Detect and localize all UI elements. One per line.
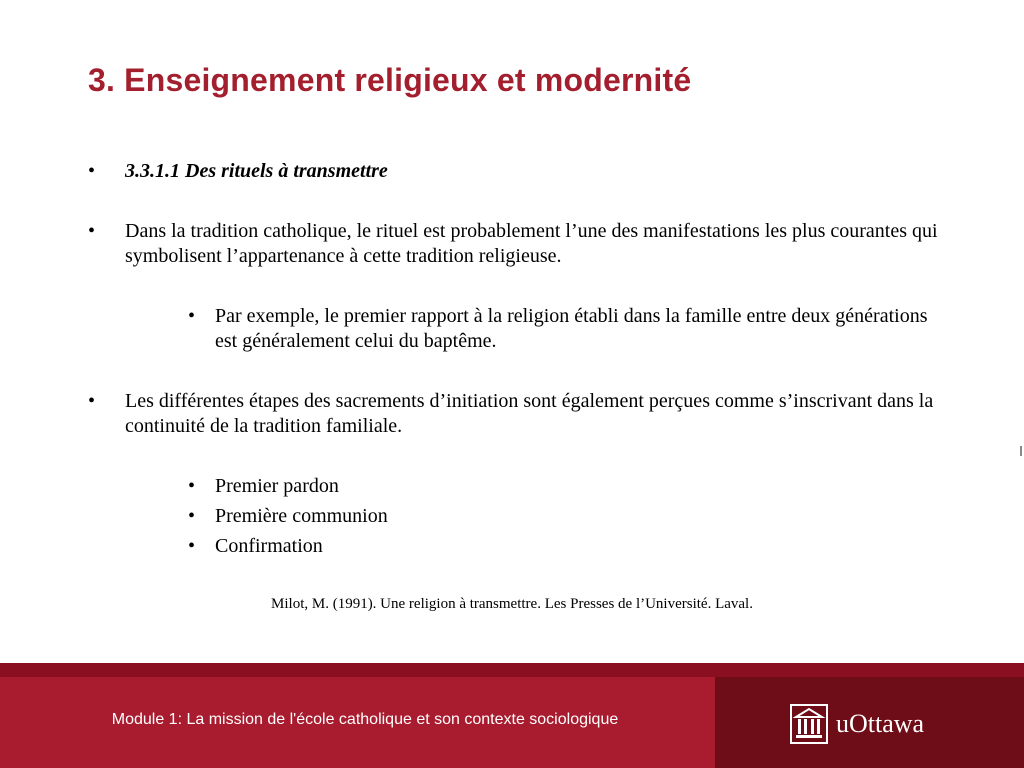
reference-citation (0, 596, 1024, 613)
footer-module-text: Module 1: La mission de l'école catholique et son contexte sociologique (111, 711, 619, 728)
bullet-marker: • (88, 390, 96, 412)
bullet-text: 3.3.1.1 Des rituels à transmettre (125, 160, 388, 182)
bullet-text: Par exemple, le premier rapport à la religion établi dans la famille entre deux générations est généralement celui du baptême. (215, 305, 928, 352)
bullet-marker: • (188, 535, 196, 557)
uottawa-logo (790, 702, 924, 746)
footer-top-stripe (0, 663, 1024, 677)
bullet-marker: • (88, 220, 96, 242)
bullet-text: Premier pardon (215, 475, 339, 497)
bullet-marker: • (188, 475, 196, 497)
bullet-text: Dans la tradition catholique, le rituel est probablement l’une des manifestations les plus courantes qui symbolisent l’appartenance à cette tradition religieuse. (125, 220, 938, 267)
university-building-icon (790, 704, 828, 744)
edge-mark (1020, 446, 1022, 456)
bullet-marker: • (188, 305, 196, 327)
bullet-marker: • (88, 160, 96, 182)
bullet-text: Première communion (215, 505, 388, 527)
slide-title: 3. Enseignement religieux et modernité (88, 62, 692, 98)
bullet-marker: • (188, 505, 196, 527)
bullet-text: Les différentes étapes des sacrements d’initiation sont également perçues comme s’inscrivant dans la continuité de la tradition familiale. (125, 390, 934, 437)
bullet-text: Confirmation (215, 535, 323, 557)
logo-text: uOttawa (836, 709, 925, 738)
reference-text: Milot, M. (1991). Une religion à transmettre. Les Presses de l’Université. Laval. (271, 596, 753, 612)
